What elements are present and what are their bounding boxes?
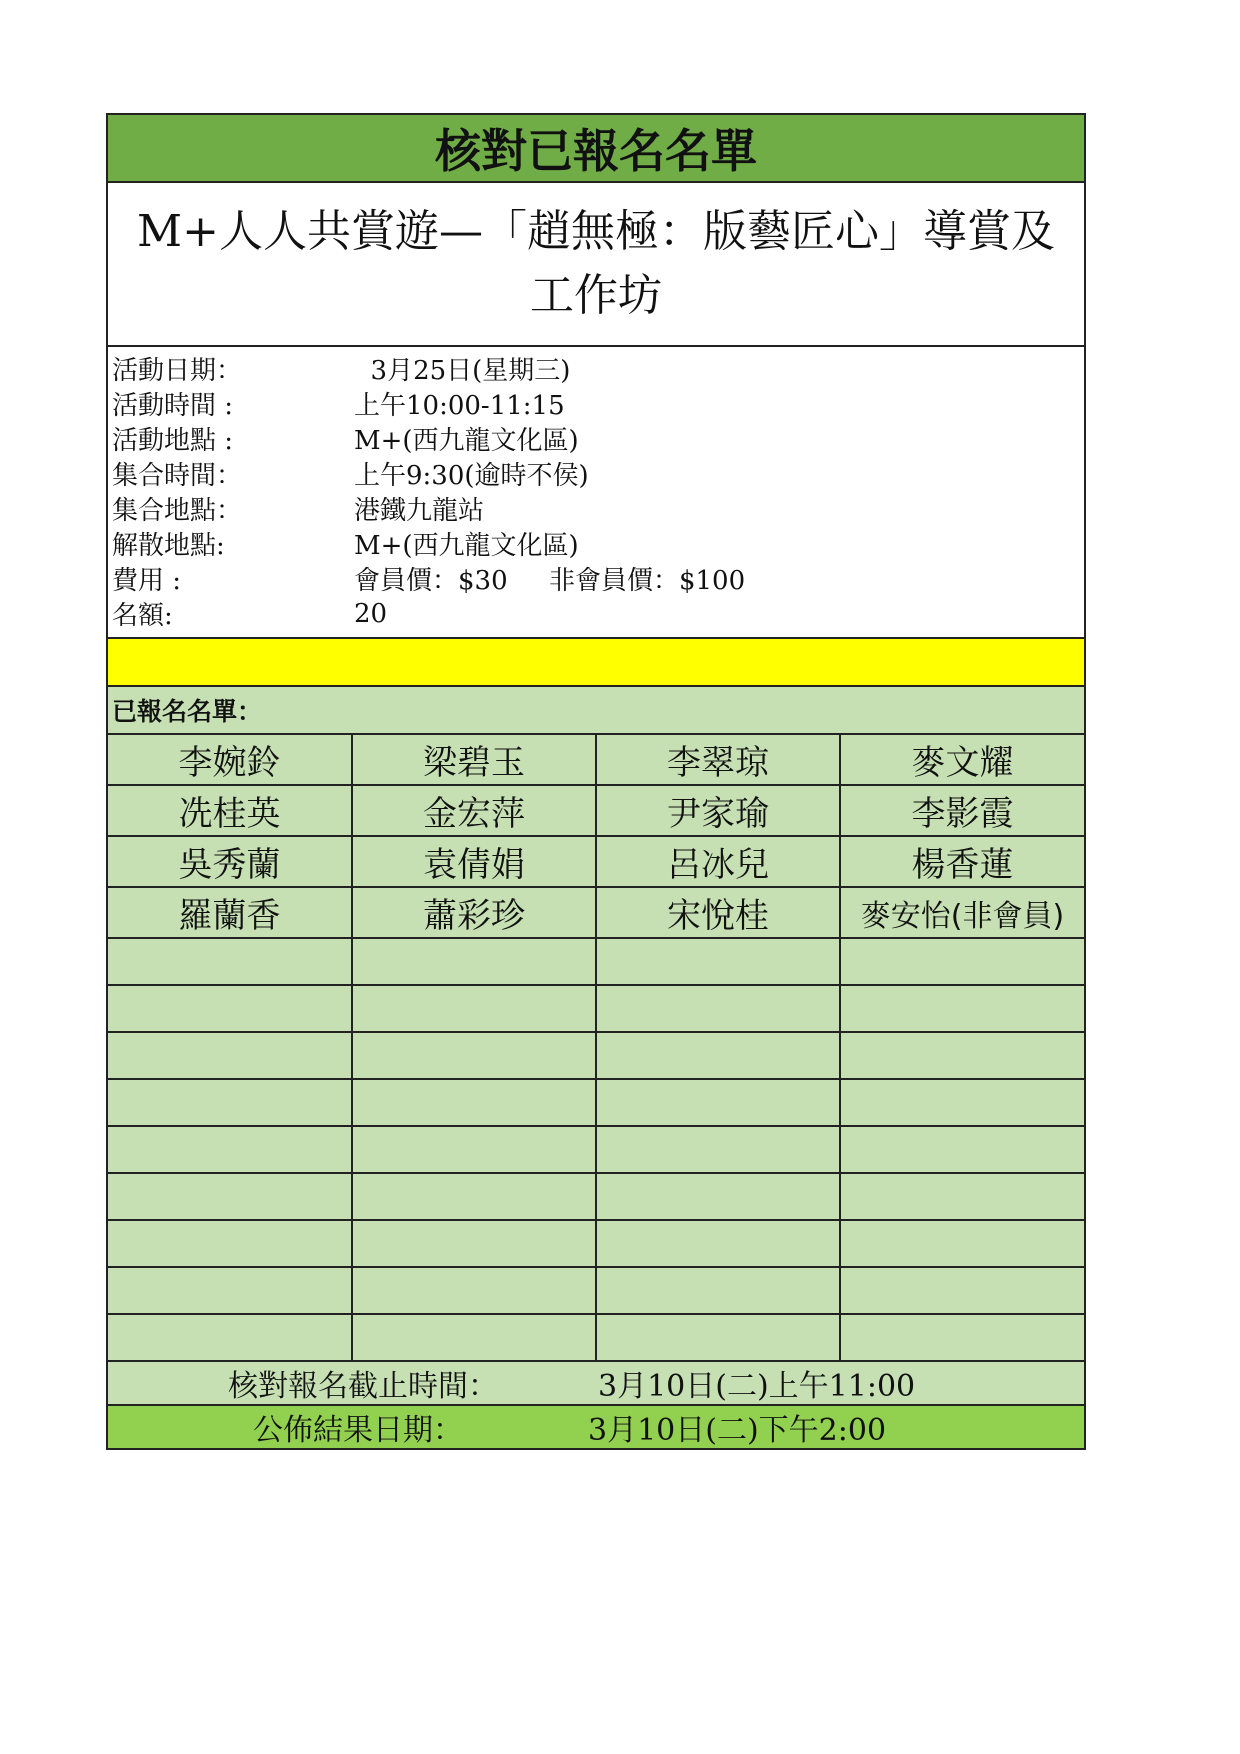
info-label: 解散地點:	[112, 531, 225, 561]
table-row	[108, 1079, 1084, 1126]
name-cell	[596, 1220, 840, 1267]
name-cell	[596, 1314, 840, 1361]
name-cell: 金宏萍	[352, 785, 596, 836]
info-value: M+(西九龍文化區)	[354, 426, 579, 456]
name-cell	[840, 938, 1084, 985]
name-cell	[596, 985, 840, 1032]
name-cell	[108, 985, 352, 1032]
name-cell: 楊香蓮	[840, 836, 1084, 887]
info-label: 集合地點：	[112, 496, 243, 526]
name-cell: 李影霞	[840, 785, 1084, 836]
name-cell: 呂冰兒	[596, 836, 840, 887]
table-row	[108, 836, 1084, 887]
name-cell: 吳秀蘭	[108, 836, 352, 887]
info-label: 活動時間 :	[112, 391, 234, 421]
table-row	[108, 887, 1084, 938]
registered-list-header: 已報名名單：	[108, 687, 1084, 735]
name-cell: 麥文耀	[840, 735, 1084, 785]
name-cell	[352, 1126, 596, 1173]
name-cell	[352, 1079, 596, 1126]
name-cell	[840, 1220, 1084, 1267]
name-cell	[596, 1126, 840, 1173]
highlight-bar	[108, 639, 1084, 687]
name-cell	[840, 1314, 1084, 1361]
name-cell: 梁碧玉	[352, 735, 596, 785]
info-row-quota	[112, 596, 1084, 631]
info-row-meet-place	[112, 491, 1084, 526]
table-row	[108, 985, 1084, 1032]
info-row-date	[112, 351, 1084, 386]
name-cell	[596, 1032, 840, 1079]
name-cell	[596, 938, 840, 985]
name-cell: 羅蘭香	[108, 887, 352, 938]
name-cell: 冼桂英	[108, 785, 352, 836]
info-value: 3月25日(星期三)	[354, 356, 571, 386]
info-value: 港鐵九龍站	[354, 496, 485, 526]
name-cell	[108, 1220, 352, 1267]
name-cell	[596, 1173, 840, 1220]
deadline-label: 核對報名截止時間：	[228, 1369, 498, 1404]
info-row-meet-time	[112, 456, 1084, 491]
info-value: 會員價：$30 非會員價：$100	[354, 566, 746, 596]
name-cell	[352, 1314, 596, 1361]
info-row-fee	[112, 561, 1084, 596]
name-cell	[352, 1032, 596, 1079]
name-cell: 尹家瑜	[596, 785, 840, 836]
table-row	[108, 1267, 1084, 1314]
table-row	[108, 1032, 1084, 1079]
table-row	[108, 938, 1084, 985]
info-label: 集合時間：	[112, 461, 243, 491]
result-label: 公佈結果日期：	[253, 1413, 463, 1448]
table-row	[108, 1173, 1084, 1220]
name-cell	[596, 1267, 840, 1314]
name-cell	[352, 985, 596, 1032]
name-cell	[840, 1126, 1084, 1173]
registration-sheet	[106, 113, 1086, 1450]
info-row-venue	[112, 421, 1084, 456]
result-row	[108, 1406, 1084, 1448]
name-cell	[108, 1314, 352, 1361]
sheet-title: 核對已報名名單	[108, 115, 1084, 183]
name-cell: 麥安怡(非會員)	[840, 887, 1084, 938]
name-cell	[840, 1079, 1084, 1126]
name-cell	[108, 1079, 352, 1126]
table-row	[108, 1314, 1084, 1361]
name-cell	[840, 1267, 1084, 1314]
name-cell	[108, 1173, 352, 1220]
info-value: 上午10:00-11:15	[354, 391, 565, 421]
table-row	[108, 1126, 1084, 1173]
name-cell	[108, 938, 352, 985]
info-row-time	[112, 386, 1084, 421]
name-cell	[596, 1079, 840, 1126]
deadline-row	[108, 1362, 1084, 1406]
event-title: M+人人共賞遊—「趙無極：版藝匠心」導賞及工作坊	[108, 183, 1084, 347]
name-cell	[352, 938, 596, 985]
info-label: 費用 :	[112, 566, 182, 596]
name-cell: 李翠琼	[596, 735, 840, 785]
event-info	[108, 347, 1084, 639]
info-row-dismiss-place	[112, 526, 1084, 561]
info-value: 上午9:30(逾時不侯)	[354, 461, 589, 491]
table-row	[108, 735, 1084, 785]
info-value: 20	[354, 598, 388, 629]
result-value: 3月10日(二)下午2:00	[588, 1413, 887, 1448]
info-label: 名額:	[112, 601, 173, 631]
registered-names-table	[108, 735, 1084, 1362]
table-row	[108, 1220, 1084, 1267]
name-cell: 李婉鈴	[108, 735, 352, 785]
name-cell	[840, 1173, 1084, 1220]
deadline-value: 3月10日(二)上午11:00	[598, 1369, 916, 1404]
name-cell: 宋悅桂	[596, 887, 840, 938]
info-value: M+(西九龍文化區)	[354, 531, 579, 561]
name-cell	[840, 985, 1084, 1032]
name-cell	[352, 1220, 596, 1267]
table-row	[108, 785, 1084, 836]
name-cell	[108, 1267, 352, 1314]
name-cell	[108, 1126, 352, 1173]
name-cell	[352, 1173, 596, 1220]
info-label: 活動日期：	[112, 356, 243, 386]
name-cell: 蕭彩珍	[352, 887, 596, 938]
info-label: 活動地點 :	[112, 426, 234, 456]
name-cell: 袁倩娟	[352, 836, 596, 887]
name-cell	[840, 1032, 1084, 1079]
name-cell	[108, 1032, 352, 1079]
name-cell	[352, 1267, 596, 1314]
